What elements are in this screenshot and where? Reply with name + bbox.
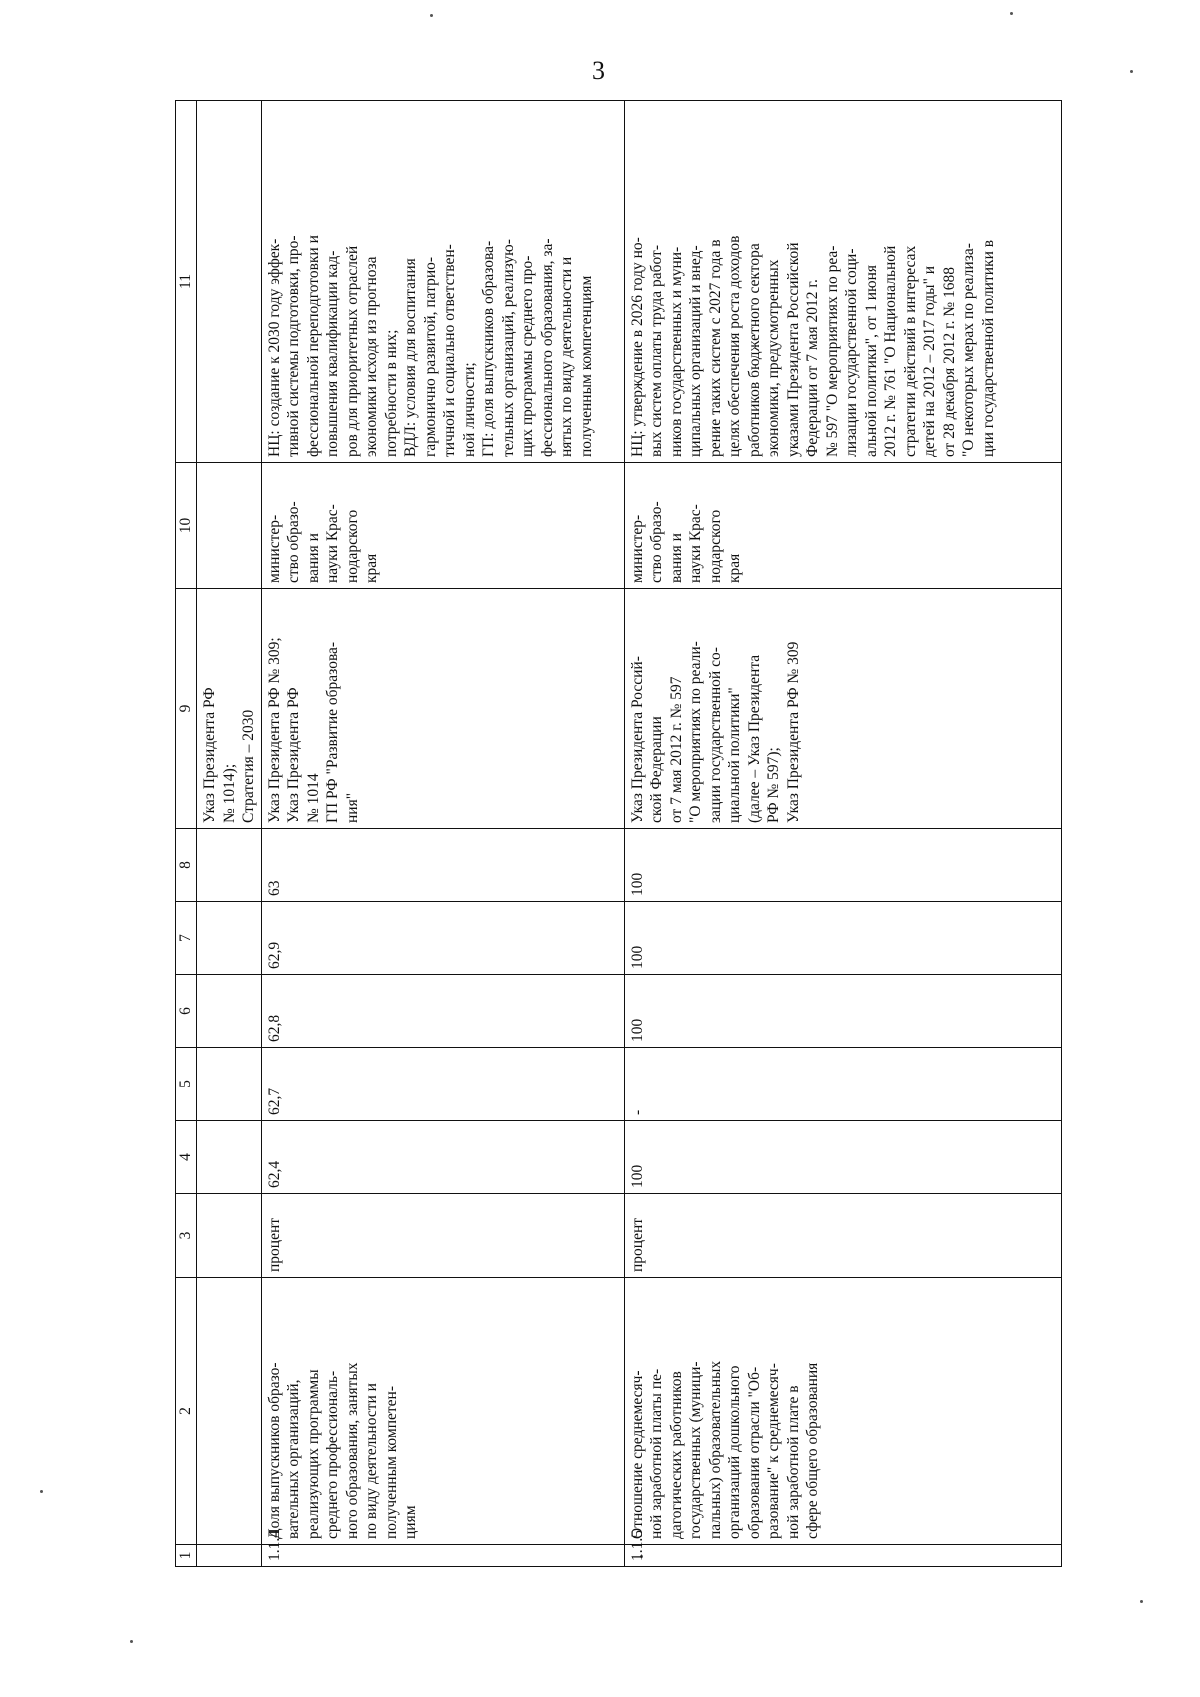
table-cell bbox=[197, 463, 262, 589]
table-cell bbox=[197, 902, 262, 975]
table-cell bbox=[197, 101, 262, 463]
scan-speck bbox=[1140, 1600, 1143, 1603]
legal-basis-cell: Указ Президента Россий- ской Федерации от 7 мая 2012 г. № 597 "О мероприятиях по реали- зации государственной со- циальной политики" (далее – Указ Президента РФ № 597); Указ Президента РФ № 309 bbox=[624, 589, 1062, 829]
value-cell: - bbox=[624, 1048, 1062, 1121]
header-cell: 7 bbox=[176, 902, 197, 975]
value-cell: 100 bbox=[624, 902, 1062, 975]
header-cell: 9 bbox=[176, 589, 197, 829]
responsible-cell: министер- ство образо- вания и науки Крас- нодарского края bbox=[261, 463, 624, 589]
value-cell: 100 bbox=[624, 829, 1062, 902]
continuation-row bbox=[197, 101, 262, 1567]
table-cell bbox=[197, 1121, 262, 1194]
header-cell: 10 bbox=[176, 463, 197, 589]
value-cell: 62,7 bbox=[261, 1048, 624, 1121]
scan-speck bbox=[1010, 12, 1013, 15]
table-cell bbox=[197, 1545, 262, 1567]
header-cell: 1 bbox=[176, 1545, 197, 1567]
scan-speck bbox=[130, 1640, 133, 1643]
unit-cell: процент bbox=[261, 1194, 624, 1278]
header-row bbox=[176, 101, 197, 1567]
value-cell: 100 bbox=[624, 1121, 1062, 1194]
page-number: 3 bbox=[592, 56, 605, 85]
rotated-table-wrapper bbox=[175, 101, 1062, 1567]
header-cell: 2 bbox=[176, 1278, 197, 1545]
table-row bbox=[261, 101, 624, 1567]
table-row bbox=[624, 101, 1062, 1567]
value-cell: 100 bbox=[624, 975, 1062, 1048]
scan-speck bbox=[1130, 70, 1133, 73]
table-cell bbox=[197, 1194, 262, 1278]
row-number: 1.1.5 bbox=[624, 1545, 1062, 1567]
table-cell bbox=[197, 1278, 262, 1545]
legal-basis-cell: Указ Президента РФ № 309; Указ Президента РФ № 1014 ГП РФ "Развитие образова- ния" bbox=[261, 589, 624, 829]
header-cell: 6 bbox=[176, 975, 197, 1048]
indicator-name: Доля выпускников образо- вательных организаций, реализующих программы среднего профессиональ- ного образования, занятых по виду деятельности и полученным компетен- циям bbox=[261, 1278, 624, 1545]
indicators-table bbox=[175, 100, 1062, 1567]
table-cell bbox=[197, 829, 262, 902]
scan-speck bbox=[430, 14, 433, 17]
value-cell: 62,9 bbox=[261, 902, 624, 975]
scan-speck bbox=[40, 1490, 43, 1493]
goal-link-cell: НЦ: создание к 2030 году эффек- тивной системы подготовки, про- фессиональной переподготовки и повышения квалификации кад- ров для приоритетных отраслей экономики исходя из прогноза потребности в них; ВДЛ: условия для воспитания гармонично развитой, патрио- тичной и социально ответствен- ной личности; ГП: доля выпускников образова- тельных организаций, реализую- щих программы среднего про- фессионального образования, за- нятых по виду деятельности и полученным компетенциям bbox=[261, 101, 624, 463]
legal-basis-cell: Указ Президента РФ № 1014); Стратегия – 2030 bbox=[197, 589, 262, 829]
header-cell: 3 bbox=[176, 1194, 197, 1278]
table-cell bbox=[197, 1048, 262, 1121]
goal-link-cell: НЦ: утверждение в 2026 году но- вых систем оплаты труда работ- ников государственных и муни- ципальных организаций и внед- рение таких систем с 2027 года в целях обеспечения роста доходов работников бюджетного сектора экономики, предусмотренных указами Президента Российской Федерации от 7 мая 2012 г. № 597 "О мероприятиях по реа- лизации государственной соци- альной политики", от 1 июня 2012 г. № 761 "О Национальной стратегии действий в интересах детей на 2012 – 2017 годы" и от 28 декабря 2012 г. № 1688 "О некоторых мерах по реализа- ции государственной политики в bbox=[624, 101, 1062, 463]
header-cell: 11 bbox=[176, 101, 197, 463]
value-cell: 62,4 bbox=[261, 1121, 624, 1194]
header-cell: 5 bbox=[176, 1048, 197, 1121]
row-number: 1.1.4 bbox=[261, 1545, 624, 1567]
header-cell: 8 bbox=[176, 829, 197, 902]
table-cell bbox=[197, 975, 262, 1048]
unit-cell: процент bbox=[624, 1194, 1062, 1278]
value-cell: 63 bbox=[261, 829, 624, 902]
responsible-cell: министер- ство образо- вания и науки Крас- нодарского края bbox=[624, 463, 1062, 589]
indicator-name: Отношение среднемесяч- ной заработной платы пе- дагогических работников государственных (муници- пальных) образовательных организаций дошкольного образования отрасли "Об- разование" к среднемесяч- ной заработной плате в сфере общего образования bbox=[624, 1278, 1062, 1545]
header-cell: 4 bbox=[176, 1121, 197, 1194]
value-cell: 62,8 bbox=[261, 975, 624, 1048]
